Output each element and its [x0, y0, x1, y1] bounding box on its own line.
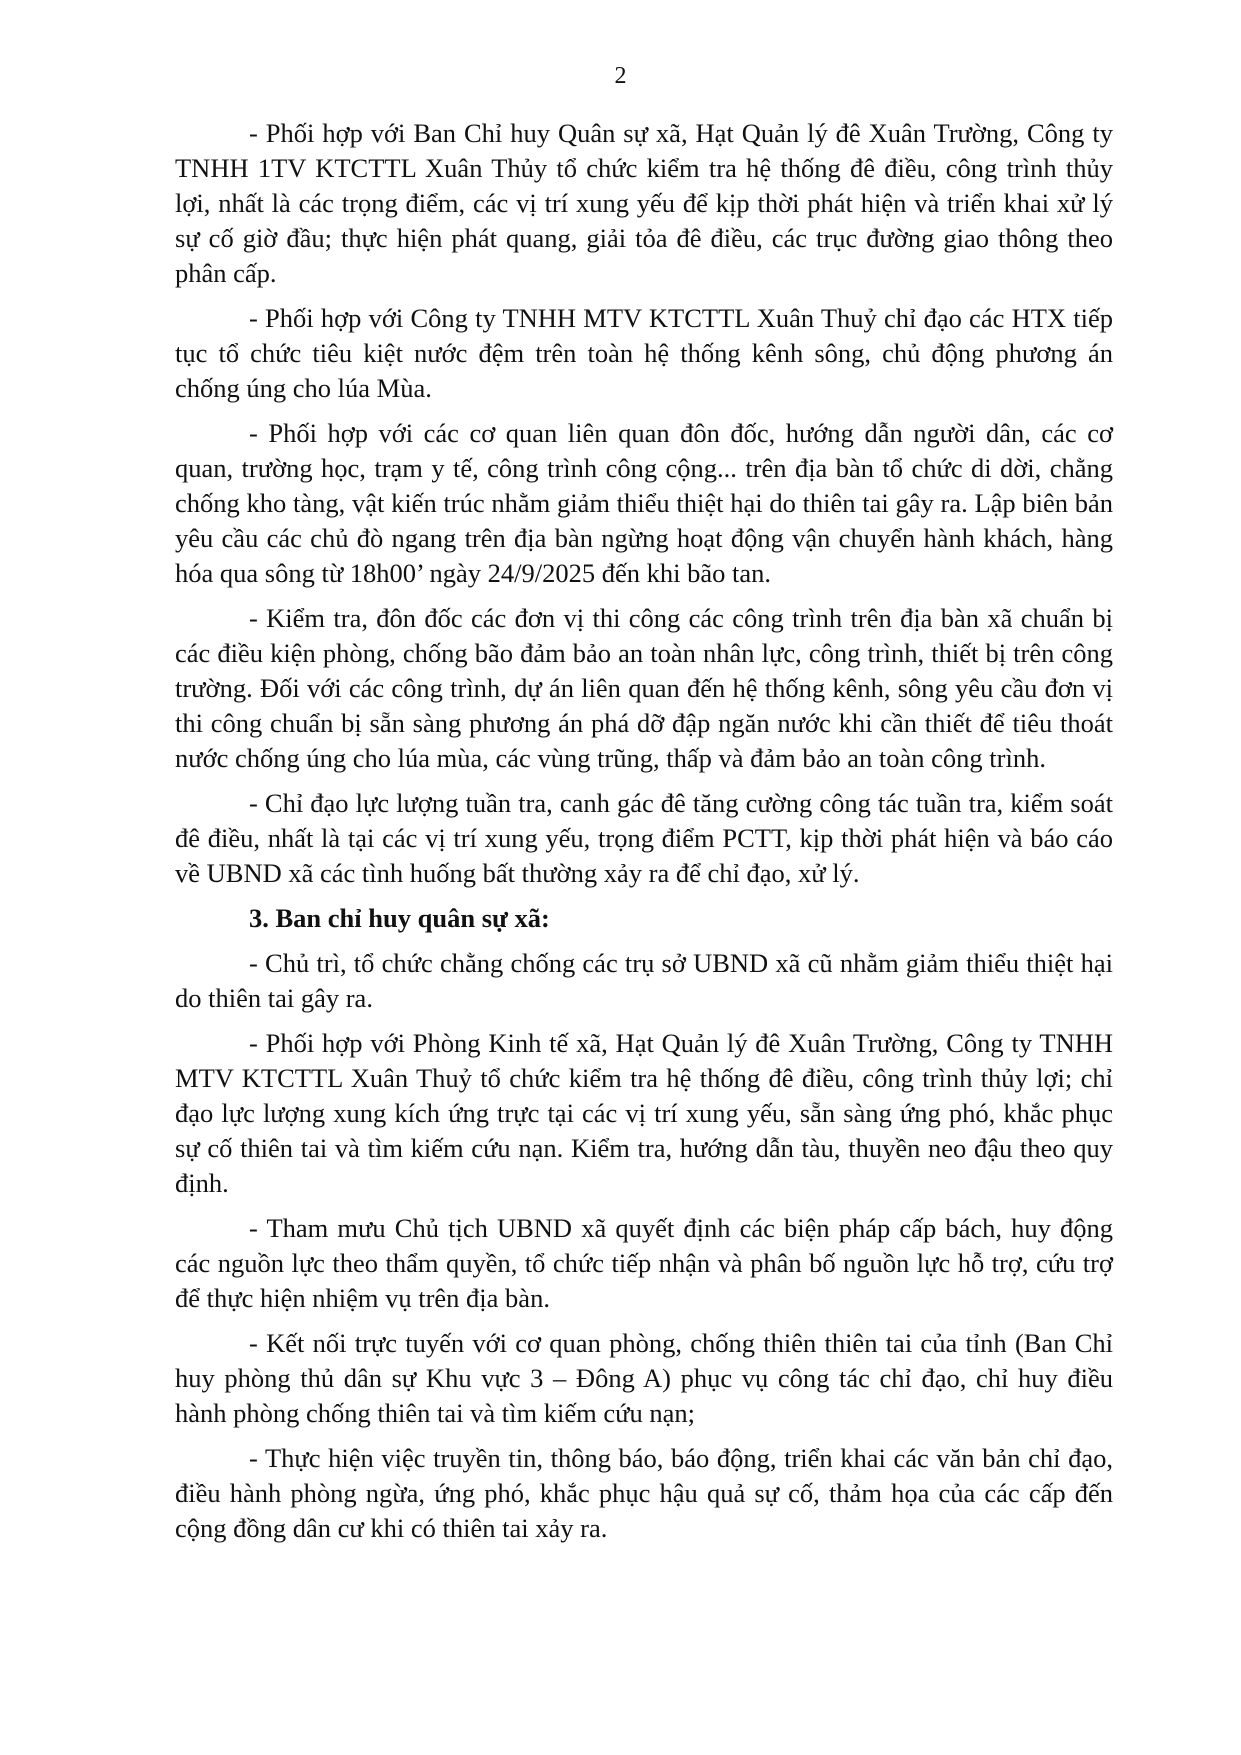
section-heading-military-command: 3. Ban chỉ huy quân sự xã:: [249, 903, 550, 933]
paragraph-dike-patrol: - Chỉ đạo lực lượng tuần tra, canh gác đê tăng cường công tác tuần tra, kiểm soát đê điều, nhất là tại các vị trí xung yếu, trọng điểm PCTT, kịp thời phát hiện và báo cáo về UBND xã các tình huống bất thường xảy ra để chỉ đạo, xử lý.: [175, 788, 1113, 888]
paragraph-information-broadcast: - Thực hiện việc truyền tin, thông báo, báo động, triển khai các văn bản chỉ đạo, điều hành phòng ngừa, ứng phó, khắc phục hậu quả sự cố, thảm họa của các cấp đến cộng đồng dân cư khi có thiên tai xảy ra.: [175, 1443, 1113, 1543]
paragraph-coordinate-evacuation: - Phối hợp với các cơ quan liên quan đôn đốc, hướng dẫn người dân, các cơ quan, trường học, trạm y tế, công trình công cộng... trên địa bàn tổ chức di dời, chằng chống kho tàng, vật kiến trúc nhằm giảm thiểu thiệt hại do thiên tai gây ra. Lập biên bản yêu cầu các chủ đò ngang trên địa bàn ngừng hoạt động vận chuyển hành khách, hàng hóa qua sông từ 18h00’ ngày 24/9/2025 đến khi bão tan.: [175, 418, 1113, 588]
paragraph-advise-chairman: - Tham mưu Chủ tịch UBND xã quyết định các biện pháp cấp bách, huy động các nguồn lực theo thẩm quyền, tổ chức tiếp nhận và phân bố nguồn lực hỗ trợ, cứu trợ để thực hiện nhiệm vụ trên địa bàn.: [175, 1213, 1113, 1313]
paragraph-coordinate-drainage: - Phối hợp với Công ty TNHH MTV KTCTTL Xuân Thuỷ chỉ đạo các HTX tiếp tục tổ chức tiêu kiệt nước đệm trên toàn hệ thống kênh sông, chủ động phương án chống úng cho lúa Mùa.: [175, 303, 1113, 403]
paragraph-secure-offices: - Chủ trì, tổ chức chằng chống các trụ sở UBND xã cũ nhằm giảm thiểu thiệt hại do thiên tai gây ra.: [175, 948, 1113, 1013]
paragraph-coordinate-dike-inspection: - Phối hợp với Ban Chỉ huy Quân sự xã, Hạt Quản lý đê Xuân Trường, Công ty TNHH 1TV KTCTTL Xuân Thủy tổ chức kiểm tra hệ thống đê điều, công trình thủy lợi, nhất là các trọng điểm, các vị trí xung yếu để kịp thời phát hiện và triển khai xử lý sự cố giờ đầu; thực hiện phát quang, giải tỏa đê điều, các trục đường giao thông theo phân cấp.: [175, 118, 1113, 288]
paragraph-coordinate-rescue: - Phối hợp với Phòng Kinh tế xã, Hạt Quản lý đê Xuân Trường, Công ty TNHH MTV KTCTTL Xuân Thuỷ tổ chức kiểm tra hệ thống đê điều, công trình thủy lợi; chỉ đạo lực lượng xung kích ứng trực tại các vị trí xung yếu, sẵn sàng ứng phó, khắc phục sự cố thiên tai và tìm kiếm cứu nạn. Kiểm tra, hướng dẫn tàu, thuyền neo đậu theo quy định.: [175, 1028, 1113, 1198]
paragraph-construction-inspection: - Kiểm tra, đôn đốc các đơn vị thi công các công trình trên địa bàn xã chuẩn bị các điều kiện phòng, chống bão đảm bảo an toàn nhân lực, công trình, thiết bị trên công trường. Đối với các công trình, dự án liên quan đến hệ thống kênh, sông yêu cầu đơn vị thi công chuẩn bị sẵn sàng phương án phá dỡ đập ngăn nước khi cần thiết để tiêu thoát nước chống úng cho lúa mùa, các vùng trũng, thấp và đảm bảo an toàn công trình.: [175, 603, 1113, 773]
paragraph-online-connection: - Kết nối trực tuyến với cơ quan phòng, chống thiên thiên tai của tỉnh (Ban Chỉ huy phòng thủ dân sự Khu vực 3 – Đông A) phục vụ công tác chỉ đạo, chỉ huy điều hành phòng chống thiên tai và tìm kiếm cứu nạn;: [175, 1328, 1113, 1428]
page-number: 2: [614, 63, 627, 89]
document-body: [175, 116, 1113, 1556]
